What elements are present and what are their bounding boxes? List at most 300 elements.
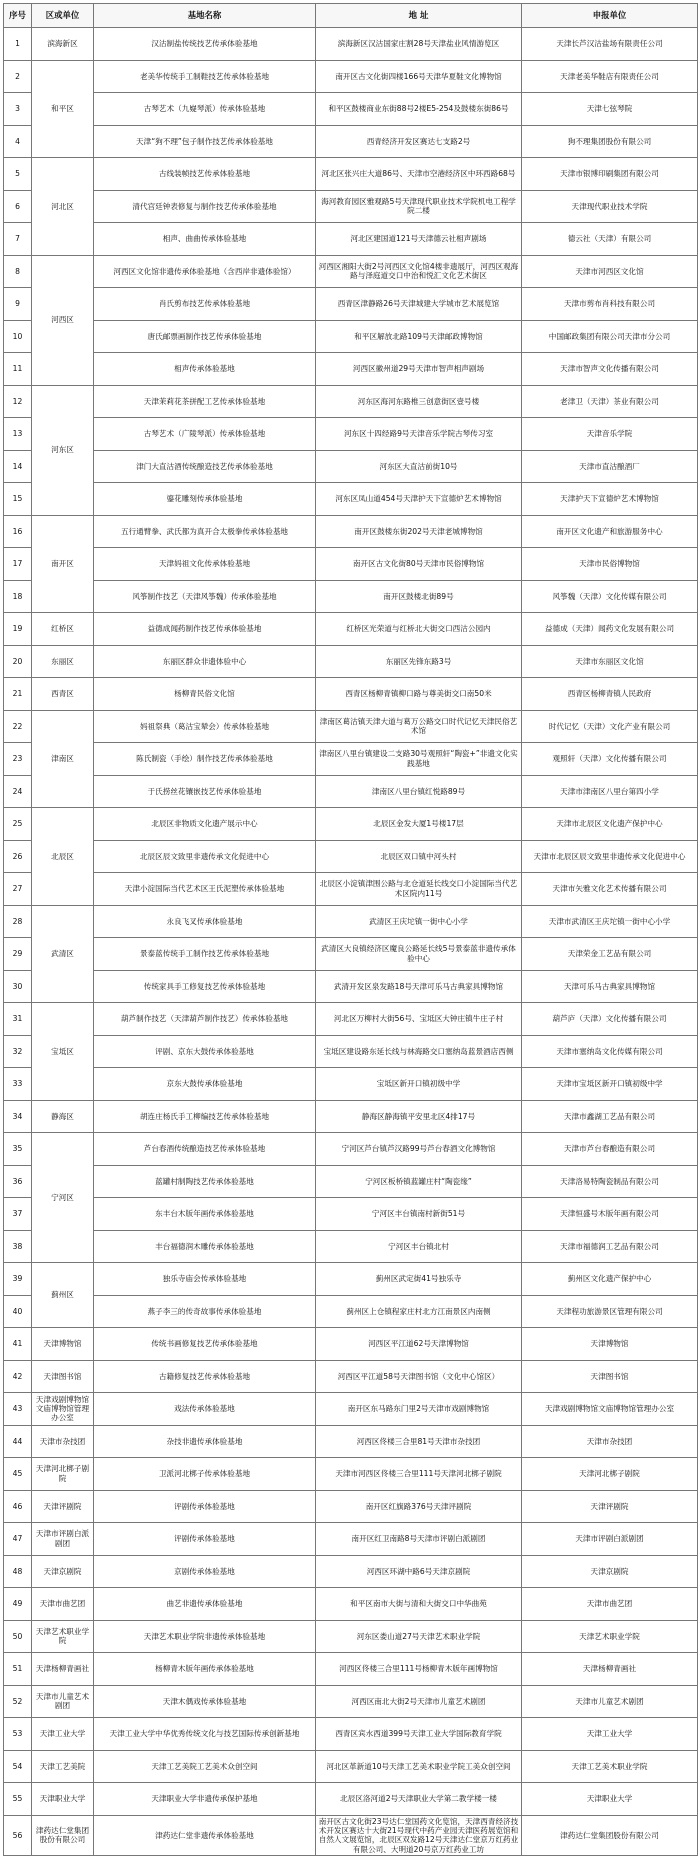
table-row xyxy=(4,483,698,516)
table-row xyxy=(4,1263,698,1296)
cell-base-name: 古琴艺术（九嶷琴派）传承体验基地 xyxy=(94,93,316,126)
cell-address: 津南区八里台镇建设二支路30号观照轩“陶瓷+”非遗文化实践基地 xyxy=(316,743,522,776)
cell-district: 天津艺术职业学院 xyxy=(32,1620,94,1653)
cell-no: 7 xyxy=(4,223,32,256)
cell-applicant: 天津市北辰区文化遗产保护中心 xyxy=(522,808,698,841)
cell-no: 24 xyxy=(4,775,32,808)
cell-base-name: 益德成闻药制作技艺传承体验基地 xyxy=(94,613,316,646)
cell-district: 天津职业大学 xyxy=(32,1783,94,1816)
cell-address: 河西区平江道62号天津博物馆 xyxy=(316,1328,522,1361)
cell-base-name: 戏法传承体验基地 xyxy=(94,1393,316,1426)
cell-district: 西青区 xyxy=(32,678,94,711)
cell-base-name: 景泰蓝传统手工制作技艺传承体验基地 xyxy=(94,938,316,971)
table-row xyxy=(4,1815,698,1856)
cell-applicant: 葫芦庐（天津）文化传播有限公司 xyxy=(522,1003,698,1036)
cell-address: 河西区平江道58号天津图书馆（文化中心馆区） xyxy=(316,1360,522,1393)
cell-base-name: 卫派河北梆子传承体验基地 xyxy=(94,1458,316,1491)
cell-district: 津药达仁堂集团股份有限公司 xyxy=(32,1815,94,1856)
table-row xyxy=(4,1718,698,1751)
cell-base-name: 独乐寺庙会传承体验基地 xyxy=(94,1263,316,1296)
cell-applicant: 风筝魏（天津）文化传媒有限公司 xyxy=(522,580,698,613)
table-row xyxy=(4,743,698,776)
cell-district: 河东区 xyxy=(32,385,94,515)
header-no: 序号 xyxy=(4,4,32,28)
cell-district: 天津市曲艺团 xyxy=(32,1588,94,1621)
cell-address: 河北区革新道10号天津工艺美术职业学院工美众创空间 xyxy=(316,1750,522,1783)
table-row xyxy=(4,548,698,581)
cell-applicant: 天津市河西区文化馆 xyxy=(522,255,698,288)
cell-base-name: 老美华传统手工制鞋技艺传承体验基地 xyxy=(94,60,316,93)
cell-district: 天津图书馆 xyxy=(32,1360,94,1393)
cell-base-name: 古籍修复技艺传承体验基地 xyxy=(94,1360,316,1393)
cell-no: 32 xyxy=(4,1035,32,1068)
cell-no: 6 xyxy=(4,190,32,223)
cell-applicant: 天津职业大学 xyxy=(522,1783,698,1816)
cell-no: 31 xyxy=(4,1003,32,1036)
cell-address: 河东区大直沽前街10号 xyxy=(316,450,522,483)
cell-district: 河西区 xyxy=(32,255,94,385)
header-district: 区或单位 xyxy=(32,4,94,28)
cell-applicant: 天津长芦汉沽盐场有限责任公司 xyxy=(522,28,698,61)
cell-address: 宁河区芦台镇芦汉路99号芦台春酒文化博物馆 xyxy=(316,1133,522,1166)
cell-address: 红桥区光荣道与红桥北大街交口西沽公园内 xyxy=(316,613,522,646)
cell-address: 河西区湘阳大街2号河西区文化馆4楼非遗展厅，河西区观海路与泽庭道交口中治和悦汇文化艺术街区 xyxy=(316,255,522,288)
table-row xyxy=(4,1783,698,1816)
cell-no: 36 xyxy=(4,1165,32,1198)
cell-no: 1 xyxy=(4,28,32,61)
cell-no: 10 xyxy=(4,320,32,353)
cell-base-name: 清代宫廷钟表修复与制作技艺传承体验基地 xyxy=(94,190,316,223)
cell-base-name: 天津艺术职业学院非遗传承体验基地 xyxy=(94,1620,316,1653)
cell-district: 宝坻区 xyxy=(32,1003,94,1101)
cell-applicant: 天津工艺美术职业学院 xyxy=(522,1750,698,1783)
cell-base-name: 天津职业大学非遗传承保护基地 xyxy=(94,1783,316,1816)
table-row xyxy=(4,1328,698,1361)
cell-applicant: 天津市芦台春酿造有限公司 xyxy=(522,1133,698,1166)
cell-address: 津南区葛沽镇天津大道与葛万公路交口时代记忆天津民俗艺术馆 xyxy=(316,710,522,743)
cell-applicant: 天津荣金工艺品有限公司 xyxy=(522,938,698,971)
cell-district: 天津杨柳青画社 xyxy=(32,1653,94,1686)
cell-no: 4 xyxy=(4,125,32,158)
cell-base-name: 五行通臂拳、武氏都为真开合太极拳传承体验基地 xyxy=(94,515,316,548)
table-row xyxy=(4,1035,698,1068)
cell-base-name: 永良飞叉传承体验基地 xyxy=(94,905,316,938)
cell-no: 9 xyxy=(4,288,32,321)
table-row xyxy=(4,353,698,386)
cell-address: 河东区十四经路9号天津音乐学院古琴传习室 xyxy=(316,418,522,451)
cell-no: 52 xyxy=(4,1685,32,1718)
cell-no: 29 xyxy=(4,938,32,971)
cell-applicant: 天津市剪布肖科技有限公司 xyxy=(522,288,698,321)
cell-applicant: 天津市宝坻区新开口镇初级中学 xyxy=(522,1068,698,1101)
table-row xyxy=(4,1750,698,1783)
cell-base-name: 唐氏邮票画制作技艺传承体验基地 xyxy=(94,320,316,353)
cell-no: 19 xyxy=(4,613,32,646)
cell-base-name: 相声、曲曲传承体验基地 xyxy=(94,223,316,256)
cell-address: 河东区海河东路椎三创意街区壹号楼 xyxy=(316,385,522,418)
cell-applicant: 西青区杨柳青镇人民政府 xyxy=(522,678,698,711)
cell-address: 南开区古文化街80号天津市民俗博物馆 xyxy=(316,548,522,581)
cell-address: 河西区佟楼三合里111号杨柳青木版年画博物馆 xyxy=(316,1653,522,1686)
table-row xyxy=(4,418,698,451)
cell-applicant: 天津现代职业技术学院 xyxy=(522,190,698,223)
table-row xyxy=(4,1458,698,1491)
cell-applicant: 天津市鑫湖工艺品有限公司 xyxy=(522,1100,698,1133)
table-row xyxy=(4,1003,698,1036)
cell-district: 东丽区 xyxy=(32,645,94,678)
table-row xyxy=(4,515,698,548)
cell-address: 西青区杨柳青镇柳口路与尊美街交口南50米 xyxy=(316,678,522,711)
cell-no: 14 xyxy=(4,450,32,483)
cell-no: 53 xyxy=(4,1718,32,1751)
cell-address: 武清区大良镇经济区魔良公路延长线5号景泰蓝非遗传承体验中心 xyxy=(316,938,522,971)
table-row xyxy=(4,645,698,678)
cell-no: 18 xyxy=(4,580,32,613)
cell-applicant: 天津市评剧白派剧团 xyxy=(522,1523,698,1556)
cell-base-name: 古琴艺术（广陵琴派）传承体验基地 xyxy=(94,418,316,451)
cell-no: 22 xyxy=(4,710,32,743)
cell-address: 西青区津静路26号天津城建大学城市艺术展览馆 xyxy=(316,288,522,321)
cell-base-name: 丰台福德润木雕传承体验基地 xyxy=(94,1230,316,1263)
cell-no: 13 xyxy=(4,418,32,451)
cell-no: 34 xyxy=(4,1100,32,1133)
table-row xyxy=(4,1620,698,1653)
cell-applicant: 蓟州区文化遗产保护中心 xyxy=(522,1263,698,1296)
table-row xyxy=(4,1230,698,1263)
cell-applicant: 天津京剧院 xyxy=(522,1555,698,1588)
table-row xyxy=(4,970,698,1003)
cell-base-name: 天津工艺美院工艺美术众创空间 xyxy=(94,1750,316,1783)
cell-no: 23 xyxy=(4,743,32,776)
cell-base-name: 评剧、京东大鼓传承体验基地 xyxy=(94,1035,316,1068)
cell-district: 天津工业大学 xyxy=(32,1718,94,1751)
cell-district: 武清区 xyxy=(32,905,94,1003)
table-row xyxy=(4,1523,698,1556)
cell-base-name: 蓝罐村制陶技艺传承体验基地 xyxy=(94,1165,316,1198)
cell-applicant: 观照轩（天津）文化传播有限公司 xyxy=(522,743,698,776)
cell-applicant: 天津艺术职业学院 xyxy=(522,1620,698,1653)
cell-address: 武清区王庆坨镇一街中心小学 xyxy=(316,905,522,938)
table-row xyxy=(4,158,698,191)
cell-base-name: 天津妈祖文化传承体验基地 xyxy=(94,548,316,581)
table-row xyxy=(4,93,698,126)
cell-applicant: 中国邮政集团有限公司天津市分公司 xyxy=(522,320,698,353)
cell-applicant: 德云社（天津）有限公司 xyxy=(522,223,698,256)
cell-address: 北辰区洛河道2号天津职业大学第二教学楼一楼 xyxy=(316,1783,522,1816)
cell-no: 54 xyxy=(4,1750,32,1783)
cell-no: 33 xyxy=(4,1068,32,1101)
cell-base-name: 北辰区非物质文化遗产展示中心 xyxy=(94,808,316,841)
cell-base-name: 天津“狗不理”包子制作技艺传承体验基地 xyxy=(94,125,316,158)
cell-applicant: 老津卫（天津）茶业有限公司 xyxy=(522,385,698,418)
cell-address: 南开区东马路东门里2号天津市戏剧博物馆 xyxy=(316,1393,522,1426)
cell-address: 宁河区丰台镇南村新街51号 xyxy=(316,1198,522,1231)
cell-address: 和平区解放北路109号天津邮政博物馆 xyxy=(316,320,522,353)
cell-base-name: 芦台春酒传统酿造技艺传承体验基地 xyxy=(94,1133,316,1166)
cell-address: 津南区八里台镇红悦路89号 xyxy=(316,775,522,808)
cell-no: 44 xyxy=(4,1425,32,1458)
cell-no: 49 xyxy=(4,1588,32,1621)
cell-district: 天津京剧院 xyxy=(32,1555,94,1588)
cell-applicant: 天津可乐马古典家具博物馆 xyxy=(522,970,698,1003)
cell-base-name: 东丰台木版年画传承体验基地 xyxy=(94,1198,316,1231)
cell-no: 50 xyxy=(4,1620,32,1653)
cell-district: 天津市评剧白派剧团 xyxy=(32,1523,94,1556)
cell-address: 北辰区双口镇中河头村 xyxy=(316,840,522,873)
cell-district: 蓟州区 xyxy=(32,1263,94,1328)
header-address: 地 址 xyxy=(316,4,522,28)
table-row xyxy=(4,450,698,483)
cell-applicant: 天津市杂技团 xyxy=(522,1425,698,1458)
cell-no: 28 xyxy=(4,905,32,938)
cell-address: 和平区南市大街与清和大街交口中华曲苑 xyxy=(316,1588,522,1621)
cell-address: 宁河区丰台镇北村 xyxy=(316,1230,522,1263)
cell-base-name: 河西区文化馆非遗传承体验基地（含西岸非遗体验馆） xyxy=(94,255,316,288)
cell-applicant: 天津程功旅游景区管理有限公司 xyxy=(522,1295,698,1328)
cell-base-name: 天津小淀国际当代艺术区王氏泥塑传承体验基地 xyxy=(94,873,316,906)
table-row xyxy=(4,255,698,288)
table-row xyxy=(4,1490,698,1523)
cell-applicant: 天津戏剧博物馆文庙博物馆管理办公室 xyxy=(522,1393,698,1426)
cell-base-name: 北辰区辰文致里非遗传承文化促进中心 xyxy=(94,840,316,873)
cell-no: 43 xyxy=(4,1393,32,1426)
cell-applicant: 天津市塞纳岛文化传媒有限公司 xyxy=(522,1035,698,1068)
cell-applicant: 天津洛易特陶瓷制品有限公司 xyxy=(522,1165,698,1198)
table-row xyxy=(4,1133,698,1166)
cell-no: 11 xyxy=(4,353,32,386)
table-row xyxy=(4,1685,698,1718)
cell-base-name: 陈氏制瓷（手绘）制作技艺传承体验基地 xyxy=(94,743,316,776)
cell-address: 西青区宾水西道399号天津工业大学国际教育学院 xyxy=(316,1718,522,1751)
cell-applicant: 天津护天下宣德炉艺术博物馆 xyxy=(522,483,698,516)
cell-no: 17 xyxy=(4,548,32,581)
cell-base-name: 东丽区群众非遗体验中心 xyxy=(94,645,316,678)
cell-no: 27 xyxy=(4,873,32,906)
cell-applicant: 天津市矢雅文化艺术传播有限公司 xyxy=(522,873,698,906)
cell-no: 41 xyxy=(4,1328,32,1361)
cell-no: 42 xyxy=(4,1360,32,1393)
cell-base-name: 肖氏剪布技艺传承体验基地 xyxy=(94,288,316,321)
cell-no: 26 xyxy=(4,840,32,873)
cell-no: 21 xyxy=(4,678,32,711)
cell-applicant: 天津杨柳青画社 xyxy=(522,1653,698,1686)
cell-district: 滨海新区 xyxy=(32,28,94,61)
table-row xyxy=(4,1068,698,1101)
table-row xyxy=(4,710,698,743)
cell-address: 南开区鼓楼东街202号天津老城博物馆 xyxy=(316,515,522,548)
table-row xyxy=(4,1425,698,1458)
cell-base-name: 杨柳青木版年画传承体验基地 xyxy=(94,1653,316,1686)
cell-base-name: 杨柳青民俗文化馆 xyxy=(94,678,316,711)
cell-no: 15 xyxy=(4,483,32,516)
cell-no: 39 xyxy=(4,1263,32,1296)
cell-district: 天津评剧院 xyxy=(32,1490,94,1523)
heritage-base-table xyxy=(3,3,698,1856)
cell-district: 河北区 xyxy=(32,158,94,256)
cell-base-name: 天津工业大学中华优秀传统文化与技艺国际传承创新基地 xyxy=(94,1718,316,1751)
table-row xyxy=(4,1588,698,1621)
cell-applicant: 天津评剧院 xyxy=(522,1490,698,1523)
table-row xyxy=(4,385,698,418)
cell-no: 20 xyxy=(4,645,32,678)
cell-address: 河东区凤山道454号天津护天下宣德炉艺术博物馆 xyxy=(316,483,522,516)
table-row xyxy=(4,60,698,93)
table-row xyxy=(4,580,698,613)
cell-base-name: 京东大鼓传承体验基地 xyxy=(94,1068,316,1101)
cell-applicant: 南开区文化遗产和旅游服务中心 xyxy=(522,515,698,548)
cell-applicant: 狗不理集团股份有限公司 xyxy=(522,125,698,158)
cell-base-name: 评剧传承体验基地 xyxy=(94,1490,316,1523)
cell-base-name: 京剧传承体验基地 xyxy=(94,1555,316,1588)
table-row xyxy=(4,28,698,61)
cell-district: 南开区 xyxy=(32,515,94,613)
cell-applicant: 津药达仁堂集团股份有限公司 xyxy=(522,1815,698,1856)
cell-district: 和平区 xyxy=(32,60,94,158)
cell-base-name: 鎏花雕刻传承体验基地 xyxy=(94,483,316,516)
table-row xyxy=(4,288,698,321)
cell-applicant: 时代记忆（天津）文化产业有限公司 xyxy=(522,710,698,743)
header-base-name: 基地名称 xyxy=(94,4,316,28)
cell-base-name: 相声传承体验基地 xyxy=(94,353,316,386)
table-row xyxy=(4,808,698,841)
table-row xyxy=(4,905,698,938)
cell-no: 8 xyxy=(4,255,32,288)
cell-address: 蓟州区上仓镇程家庄村北方江南景区内南侧 xyxy=(316,1295,522,1328)
table-row xyxy=(4,1555,698,1588)
cell-base-name: 风筝制作技艺（天津风筝魏）传承体验基地 xyxy=(94,580,316,613)
cell-address: 南开区古文化街四楼166号天津华夏鞋文化博物馆 xyxy=(316,60,522,93)
cell-base-name: 杂技非遗传承体验基地 xyxy=(94,1425,316,1458)
cell-address: 宝坻区建设路东延长线与林海路交口塞纳岛蓝景酒店西侧 xyxy=(316,1035,522,1068)
cell-applicant: 天津市北辰区辰文致里非遗传承文化促进中心 xyxy=(522,840,698,873)
cell-address: 西青经济开发区赛达七支路2号 xyxy=(316,125,522,158)
cell-district: 天津市杂技团 xyxy=(32,1425,94,1458)
cell-no: 30 xyxy=(4,970,32,1003)
cell-address: 河北区万柳村大街56号、宝坻区大钟庄镇牛庄子村 xyxy=(316,1003,522,1036)
table-row xyxy=(4,223,698,256)
cell-address: 北辰区金发大厦1号楼17层 xyxy=(316,808,522,841)
cell-applicant: 天津市曲艺团 xyxy=(522,1588,698,1621)
cell-base-name: 燕子李三的传奇故事传承体验基地 xyxy=(94,1295,316,1328)
cell-no: 12 xyxy=(4,385,32,418)
cell-district: 北辰区 xyxy=(32,808,94,906)
cell-applicant: 天津音乐学院 xyxy=(522,418,698,451)
cell-base-name: 古线装帧技艺传承体验基地 xyxy=(94,158,316,191)
cell-no: 38 xyxy=(4,1230,32,1263)
table-row xyxy=(4,1165,698,1198)
table-row xyxy=(4,1198,698,1231)
cell-no: 25 xyxy=(4,808,32,841)
cell-no: 40 xyxy=(4,1295,32,1328)
table-row xyxy=(4,613,698,646)
cell-base-name: 津药达仁堂非遗传承体验基地 xyxy=(94,1815,316,1856)
cell-applicant: 天津市东丽区文化馆 xyxy=(522,645,698,678)
header-applicant: 申报单位 xyxy=(522,4,698,28)
cell-base-name: 汉沽制盐传统技艺传承体验基地 xyxy=(94,28,316,61)
cell-address: 北辰区小淀镇津围公路与北仓道延长线交口小淀国际当代艺术区院内11号 xyxy=(316,873,522,906)
cell-district: 红桥区 xyxy=(32,613,94,646)
table-header-row xyxy=(4,4,698,28)
cell-applicant: 天津市直沽酿酒厂 xyxy=(522,450,698,483)
table-row xyxy=(4,873,698,906)
cell-district: 天津博物馆 xyxy=(32,1328,94,1361)
cell-applicant: 天津市津南区八里台第四小学 xyxy=(522,775,698,808)
cell-address: 海河教育园区雅观路5号天津现代职业技术学院机电工程学院二楼 xyxy=(316,190,522,223)
table-body xyxy=(4,28,698,1856)
cell-address: 河西区环湖中路6号天津京剧院 xyxy=(316,1555,522,1588)
cell-address: 东丽区先锋东路3号 xyxy=(316,645,522,678)
cell-applicant: 天津河北梆子剧院 xyxy=(522,1458,698,1491)
table-row xyxy=(4,938,698,971)
table-row xyxy=(4,1100,698,1133)
cell-district: 天津河北梆子剧院 xyxy=(32,1458,94,1491)
cell-base-name: 于氏捞丝花镶嵌技艺传承体验基地 xyxy=(94,775,316,808)
cell-applicant: 天津七弦琴院 xyxy=(522,93,698,126)
cell-applicant: 天津市福德润工艺品有限公司 xyxy=(522,1230,698,1263)
table-row xyxy=(4,320,698,353)
cell-address: 静海区静海镇平安里北区4排17号 xyxy=(316,1100,522,1133)
cell-applicant: 天津市民俗博物馆 xyxy=(522,548,698,581)
cell-base-name: 津门大直沽酒传统酿造技艺传承体验基地 xyxy=(94,450,316,483)
cell-address: 武清开发区泉发路18号天津可乐马古典家具博物馆 xyxy=(316,970,522,1003)
cell-applicant: 天津市武清区王庆坨镇一街中心小学 xyxy=(522,905,698,938)
table-row xyxy=(4,1360,698,1393)
table-row xyxy=(4,1295,698,1328)
cell-base-name: 天津木偶戏传承体验基地 xyxy=(94,1685,316,1718)
cell-no: 47 xyxy=(4,1523,32,1556)
cell-district: 天津戏剧博物馆文庙博物馆管理办公室 xyxy=(32,1393,94,1426)
cell-applicant: 益德成（天津）闻药文化发展有限公司 xyxy=(522,613,698,646)
table-row xyxy=(4,1393,698,1426)
cell-address: 河东区娄山道27号天津艺术职业学院 xyxy=(316,1620,522,1653)
cell-no: 35 xyxy=(4,1133,32,1166)
cell-no: 16 xyxy=(4,515,32,548)
cell-base-name: 胡连庄杨氏手工柳编技艺传承体验基地 xyxy=(94,1100,316,1133)
cell-address: 南开区鼓楼北街89号 xyxy=(316,580,522,613)
cell-base-name: 曲艺非遗传承体验基地 xyxy=(94,1588,316,1621)
table-row xyxy=(4,1653,698,1686)
cell-no: 51 xyxy=(4,1653,32,1686)
cell-applicant: 天津市智声文化传播有限公司 xyxy=(522,353,698,386)
cell-address: 南开区红旗路376号天津评剧院 xyxy=(316,1490,522,1523)
cell-applicant: 天津市儿童艺术剧团 xyxy=(522,1685,698,1718)
cell-address: 河西区南北大街2号天津市儿童艺术剧团 xyxy=(316,1685,522,1718)
cell-district: 天津工艺美院 xyxy=(32,1750,94,1783)
cell-address: 河北区建国道121号天津德云社相声剧场 xyxy=(316,223,522,256)
cell-address: 天津市河西区佟楼三合里111号天津河北梆子剧院 xyxy=(316,1458,522,1491)
cell-applicant: 天津恒盛号木版年画有限公司 xyxy=(522,1198,698,1231)
cell-applicant: 天津市银博印刷集团有限公司 xyxy=(522,158,698,191)
cell-base-name: 传统书画修复技艺传承体验基地 xyxy=(94,1328,316,1361)
table-row xyxy=(4,125,698,158)
cell-base-name: 妈祖祭典（葛沽宝辇会）传承体验基地 xyxy=(94,710,316,743)
cell-address: 蓟州区武定街41号独乐寺 xyxy=(316,1263,522,1296)
cell-base-name: 评剧传承体验基地 xyxy=(94,1523,316,1556)
table-row xyxy=(4,190,698,223)
cell-address: 宁河区板桥镇蓝罐庄村“陶瓷缘” xyxy=(316,1165,522,1198)
cell-no: 55 xyxy=(4,1783,32,1816)
table-row xyxy=(4,678,698,711)
cell-district: 静海区 xyxy=(32,1100,94,1133)
cell-no: 3 xyxy=(4,93,32,126)
cell-base-name: 天津茉莉花茶拼配工艺传承体验基地 xyxy=(94,385,316,418)
cell-district: 津南区 xyxy=(32,710,94,808)
cell-applicant: 天津博物馆 xyxy=(522,1328,698,1361)
cell-no: 2 xyxy=(4,60,32,93)
cell-no: 48 xyxy=(4,1555,32,1588)
cell-applicant: 天津图书馆 xyxy=(522,1360,698,1393)
cell-address: 南开区古文化街23号达仁堂国药文化览馆，天津西青经济技术开发区赛达十大街21号现代中药产业园天津医药展览馆和自然人文展览馆，北辰区双发路12号天津达仁堂京万红药业有限公司、大明道20号京万红药业工坊 xyxy=(316,1815,522,1856)
